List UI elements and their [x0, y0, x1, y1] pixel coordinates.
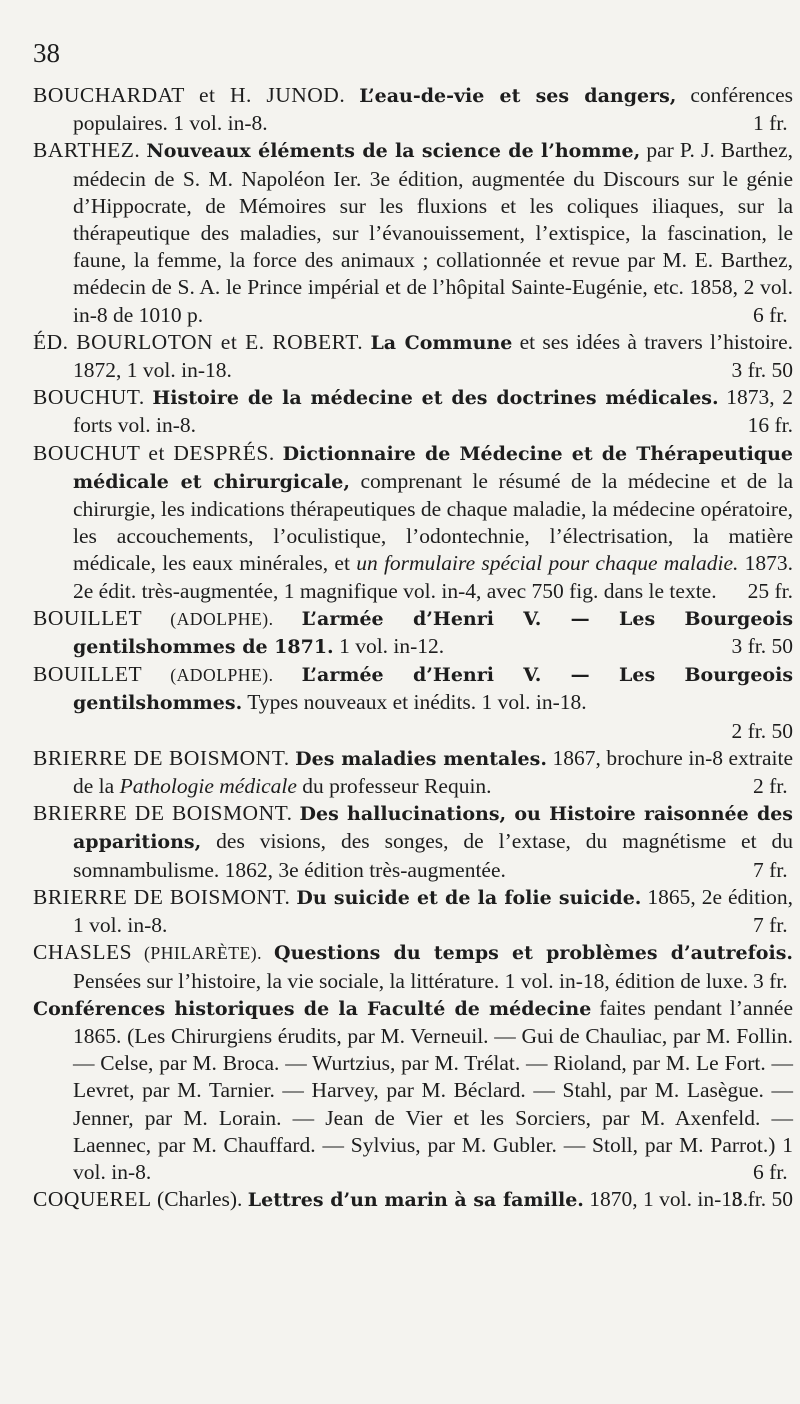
entry-title: La Commune [370, 331, 513, 354]
catalogue-entry [33, 384, 793, 439]
entry-price: 3 fr. 50 [731, 1187, 793, 1212]
entry-description: 1867, brochure in-8 extraite de la [73, 745, 793, 799]
entry-author-firstname: (Charles). [157, 1187, 243, 1212]
catalogue-entry: BRIERRE DE BOISMONT. Du suicide et de la folie suicide. 1865, 2e édition, 1 vol. in-8. 7 fr. [33, 884, 794, 938]
catalogue-entry: BRIERRE DE BOISMONT. Des hallucinations, ou Histoire raisonnée des apparitions, des visions, des songes, de l’extase, du magnétisme et du somnambulisme. 1862, 3e édition très-augmentée. 7 fr. [33, 801, 794, 882]
entry-author-firstname: (ADOLPHE). [170, 608, 274, 629]
entry-author: COQUEREL [33, 1187, 152, 1212]
catalogue-entry [33, 605, 793, 661]
entry-title: Histoire de la médecine et des doctrines médicales. [152, 387, 719, 410]
entry-title: Lettres d’un marin à sa famille. [247, 1189, 584, 1212]
entry-title: Nouveaux éléments de la science de l’homme, [146, 140, 641, 163]
entry-title: Des hallucinations, ou Histoire raisonnée des apparitions, [73, 803, 794, 854]
catalogue-entry [33, 329, 793, 384]
entry-author: BRIERRE DE BOISMONT. [33, 884, 291, 909]
catalogue-entries [33, 82, 793, 1214]
entry-italic-text: Pathologie médicale [119, 774, 297, 799]
entry-description: comprenant le résumé de la médecine et de la chirurgie, les indications thérapeutiques de chaque maladie, la médecine opératoire, les accouchements, l’oculistique, l’odontechnie, l’électrisation, la matière médicale, les eaux minérales, et [73, 468, 793, 576]
entry-price: 3 fr. 50 [731, 634, 793, 659]
catalogue-entry: Conférences historiques de la Faculté de médecine faites pendant l’année 1865. (Les Chirurgiens érudits, par M. Verneuil. — Gui de Chauliac, par M. Follin. — Celse, par M. Broca. — Wurtzius, par M. Trélat. — Rioland, par M. Le Fort. — Levret, par M. Tarnier. — Harvey, par M. Béclard. — Stahl, par M. Lasègue. — Jenner, par M. Lorain. — Jean de Vier et les Sorciers, par M. Axenfeld. — Laennec, par M. Chauffard. — Sylvius, par M. Gubler. — Stoll, par M. Parrot.) 1 vol. in-8. 6 fr. [33, 995, 793, 1184]
entry-title: L’eau-de-vie et ses dangers, [359, 85, 677, 107]
entry-description: des visions, des songes, de l’extase, du magnétisme et du somnambulisme. 1862, 3e édition très-augmentée. [73, 829, 794, 882]
entry-author: BOUILLET [33, 605, 143, 630]
entry-author: BRIERRE DE BOISMONT. [33, 801, 293, 826]
entry-title: L’armée d’Henri V. — Les Bourgeois gentilshommes de 1871. [73, 607, 794, 659]
entry-price: 2 fr. 50 [731, 718, 793, 743]
entry-author: BOUCHUT. [33, 385, 145, 410]
entry-description: 1870, 1 vol. in-18. [589, 1187, 749, 1212]
entry-description: Types nouveaux et inédits. 1 vol. in-18. [247, 690, 587, 715]
catalogue-entry [33, 440, 793, 605]
entry-title: Questions du temps et problèmes d’autrefois. [274, 942, 794, 965]
entry-title: Du suicide et de la folie suicide. [296, 886, 642, 909]
entry-description: et ses idées à travers l’histoire. 1872, 1 vol. in-18. [73, 329, 793, 383]
catalogue-entry: BOUCHARDAT et H. JUNOD. L’eau-de-vie et ses dangers, conférences populaires. 1 vol. in-8. 1 fr. [33, 83, 794, 136]
entry-author-firstname: (ADOLPHE). [170, 665, 274, 686]
entry-title: Dictionnaire de Médecine et de Thérapeutique médicale et chirurgicale, [73, 442, 793, 493]
catalogue-entry [33, 1186, 793, 1214]
catalogue-entry [33, 661, 793, 745]
entry-price: 25 fr. [747, 578, 793, 603]
entry-author: BRIERRE DE BOISMONT. [33, 745, 290, 770]
entry-author: BOUCHARDAT et H. JUNOD. [33, 83, 346, 107]
entry-author: CHASLES [33, 940, 133, 965]
entry-title: L’armée d’Henri V. — Les Bourgeois gentilshommes. [73, 664, 794, 715]
entry-author: BARTHEZ. [33, 138, 141, 163]
entry-title: Des maladies mentales. [295, 747, 547, 770]
entry-description: faites pendant l’année 1865. (Les Chirurgiens érudits, par M. Verneuil. — Gui de Chauliac, par M. Follin. — Celse, par M. Broca. — Wurtzius, par M. Trélat. — Rioland, par M. Le Fort. — Levret, par M. Tarnier. — Harvey, par M. Béclard. — Stahl, par M. Lasègue. — Jenner, par M. Lorain. — Jean de Vier et les Sorciers, par M. Axenfeld. — Laennec, par M. Chauffard. — Sylvius, par M. Gubler. — Stoll, par M. Parrot.) 1 vol. in-8. [73, 995, 793, 1184]
catalogue-entry: BARTHEZ. Nouveaux éléments de la science de l’homme, par P. J. Barthez, médecin de S. M. Napoléon Ier. 3e édition, augmentée du Discours sur le génie d’Hippocrate, de Mémoires sur les fluxions et les coliques iliaques, sur la thérapeutique des maladies, sur l’évanouissement, l’extispice, la fascination, le faune, la femme, la force des animaux ; collationnée et revue par M. E. Barthez, médecin de S. A. le Prince impérial et de l’hôpital Sainte-Eugénie, etc. 1858, 2 vol. in-8 de 1010 p. 6 fr. [33, 138, 794, 327]
entry-price: 16 fr. [747, 413, 793, 438]
entry-author: BOUILLET [33, 662, 143, 687]
entry-description: conférences populaires. 1 vol. in-8. [73, 83, 794, 136]
entry-description-continued: 1873. 2e édit. très-augmentée, 1 magnifique vol. in-4, avec 750 fig. dans le texte. [73, 551, 794, 603]
entry-description: 1873, 2 forts vol. in-8. [73, 385, 794, 438]
entry-description: 1865, 2e édition, 1 vol. in-8. [73, 884, 794, 938]
entry-description: Pensées sur l’histoire, la vie sociale, la littérature. 1 vol. in-18, édition de luxe. [73, 968, 749, 993]
catalogue-entry: BRIERRE DE BOISMONT. Des maladies mentales. 1867, brochure in-8 extraite de la Pathologie médicale du professeur Requin. 2 fr. [33, 745, 793, 799]
entry-price: 3 fr. 50 [731, 358, 793, 383]
entry-description: par P. J. Barthez, médecin de S. M. Napoléon Ier. 3e édition, augmentée du Discours sur le génie d’Hippocrate, de Mémoires sur les fluxions et les coliques iliaques, sur la thérapeutique des maladies, sur l’évanouissement, l’extispice, la fascination, le faune, la femme, la force des animaux ; collationnée et revue par M. E. Barthez, médecin de S. A. le Prince impérial et de l’hôpital Sainte-Eugénie, etc. 1858, 2 vol. in-8 de 1010 p. [73, 138, 794, 327]
page-number: 38 [33, 38, 60, 68]
entry-description-continued: du professeur Requin. [302, 774, 492, 799]
entry-description: 1 vol. in-12. [339, 634, 445, 659]
entry-italic-text: un formulaire spécial pour chaque maladie. [356, 551, 739, 576]
entry-author-firstname: (PHILARÈTE). [144, 943, 263, 964]
entry-author: ÉD. BOURLOTON et E. ROBERT. [33, 329, 364, 354]
catalogue-entry: CHASLES (PHILARÈTE). Questions du temps et problèmes d’autrefois. Pensées sur l’histoire, la vie sociale, la littérature. 1 vol. in-18, édition de luxe. 3 fr. [33, 940, 794, 993]
entry-title: Conférences historiques de la Faculté de médecine [33, 997, 592, 1020]
entry-author: BOUCHUT et DESPRÉS. [33, 440, 275, 465]
